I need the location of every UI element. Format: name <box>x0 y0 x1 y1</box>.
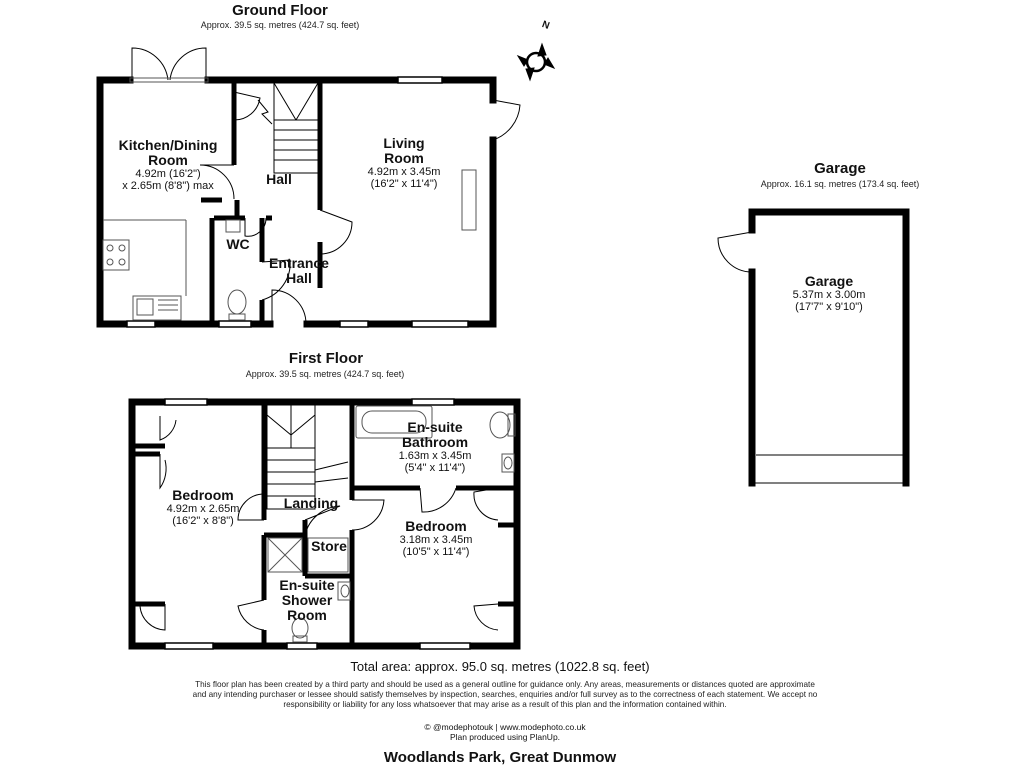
ground-floor-stairs <box>258 83 318 173</box>
credit-line: © @modephotouk | www.modephoto.co.uk <box>424 722 586 732</box>
room-name: En-suite <box>279 577 335 593</box>
room-dimensions: 4.92m (16'2") <box>135 168 201 180</box>
room-name: Garage <box>804 273 854 289</box>
disclaimer-line: and any intending purchaser or lessee should satisfy themselves by inspection, searches, enquiries and/or full survey as to the correctness of each statement. We accept no <box>192 690 818 699</box>
room-ensuite-bathroom <box>372 420 498 474</box>
room-dimensions: (16'2" x 8'8") <box>172 515 234 527</box>
ground-floor-area: Approx. 39.5 sq. metres (424.7 sq. feet) <box>200 20 360 30</box>
room-name: Room <box>287 607 327 623</box>
garage-details <box>718 232 906 483</box>
ground-floor-walls <box>100 80 493 324</box>
room-living <box>350 136 458 190</box>
room-name: Kitchen/Dining <box>118 137 218 153</box>
room-name: Room <box>148 152 188 168</box>
ground-floor-partitions <box>201 80 320 324</box>
room-name: Living <box>383 135 425 151</box>
room-wc: WC <box>226 236 250 252</box>
disclaimer-line: responsibility or liability for any loss whatsoever that may arise as a result of this plan and the information contained within. <box>283 700 727 709</box>
room-ensuite-shower <box>268 578 346 623</box>
room-kitchen-dining <box>103 138 233 192</box>
disclaimer <box>140 680 870 710</box>
compass-rose <box>518 44 554 80</box>
room-dimensions: (17'7" x 9'10") <box>795 301 863 313</box>
ground-floor-windows <box>127 77 468 327</box>
property-address: Woodlands Park, Great Dunmow <box>383 749 617 766</box>
room-name: Hall <box>286 270 312 286</box>
room-dimensions: 5.37m x 3.00m <box>792 289 866 301</box>
room-dimensions: 1.63m x 3.45m <box>398 450 472 462</box>
room-entrance-hall <box>262 256 336 286</box>
room-dimensions: 4.92m x 2.65m <box>166 503 240 515</box>
room-dimensions: 4.92m x 3.45m <box>367 166 441 178</box>
credit-line: Plan produced using PlanUp. <box>449 732 561 742</box>
room-hall: Hall <box>266 171 292 187</box>
first-floor-area: Approx. 39.5 sq. metres (424.7 sq. feet) <box>245 369 405 379</box>
ground-floor-title: Ground Floor <box>232 2 328 19</box>
room-store: Store <box>311 538 347 554</box>
room-dimensions: (5'4" x 11'4") <box>404 462 466 474</box>
room-bedroom-1 <box>150 488 256 527</box>
garage-area: Approx. 16.1 sq. metres (173.4 sq. feet) <box>760 179 920 189</box>
room-dimensions: 3.18m x 3.45m <box>399 534 473 546</box>
garage-title: Garage <box>814 160 866 177</box>
room-name: Entrance <box>269 255 329 271</box>
room-dimensions: x 2.65m (8'8") max <box>122 180 214 192</box>
room-name: Bedroom <box>405 518 467 534</box>
room-name: Shower <box>281 592 333 608</box>
total-area: Total area: approx. 95.0 sq. metres (1022.8 sq. feet) <box>350 659 650 674</box>
room-dimensions: (16'2" x 11'4") <box>370 178 438 190</box>
room-name: Room <box>384 150 424 166</box>
room-bedroom-2 <box>384 519 488 558</box>
compass-north-label: N <box>540 19 551 32</box>
room-dimensions: (10'5" x 11'4") <box>402 546 470 558</box>
room-name: Bathroom <box>401 434 469 450</box>
room-garage <box>770 274 888 313</box>
first-floor-stairs <box>267 405 348 509</box>
room-name: Bedroom <box>172 487 234 503</box>
disclaimer-line: This floor plan has been created by a third party and should be used as a general outline for guidance only. Any areas, measurements or distances quoted are approximate <box>195 680 815 689</box>
first-floor-title: First Floor <box>288 350 364 367</box>
room-name: En-suite <box>407 419 463 435</box>
garage-walls <box>752 212 906 483</box>
credits <box>380 722 630 742</box>
room-landing: Landing <box>283 495 339 511</box>
